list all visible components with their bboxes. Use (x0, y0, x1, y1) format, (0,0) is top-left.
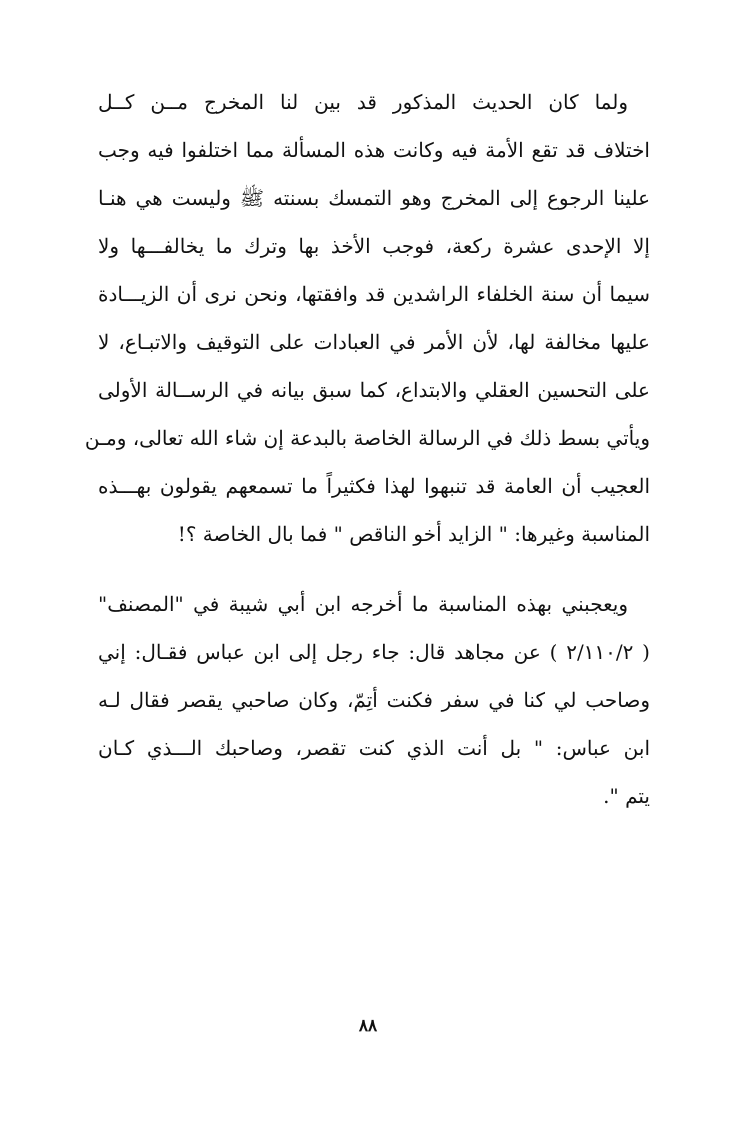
paragraph-2 (98, 580, 650, 820)
text-line: على التحسين العقلي والابتداع، كما سبق بيانه في الرســالة الأولى (98, 378, 650, 402)
text-line: إلا الإحدى عشرة ركعة، فوجب الأخذ بها وترك ما يخالفـــها ولا (98, 234, 650, 258)
text-line: ابن عباس: " بل أنت الذي كنت تقصر، وصاحبك الـــذي كـان (98, 736, 650, 760)
text-line: ويأتي بسط ذلك في الرسالة الخاصة بالبدعة إن شاء الله تعالى، ومـن (84, 426, 650, 450)
text-line: سيما أن سنة الخلفاء الراشدين قد وافقتها، ونحن نرى أن الزيـــادة (98, 282, 650, 306)
text-line: علينا الرجوع إلى المخرج وهو التمسك بسنته ﷺ وليست هي هنـا (98, 186, 651, 210)
text-line: ولما كان الحديث المذكور قد بين لنا المخرج مــن كــل (98, 90, 628, 114)
text-line: اختلاف قد تقع الأمة فيه وكانت هذه المسألة مما اختلفوا فيه وجب (98, 138, 650, 162)
text-line: يتم ". (603, 784, 650, 808)
paragraph-1 (84, 78, 651, 558)
text-line: عليها مخالفة لها، لأن الأمر في العبادات على التوقيف والاتبـاع، لا (98, 330, 650, 354)
text-line: ( ٢/١١٠/٢ ) عن مجاهد قال: جاء رجل إلى ابن عباس فقـال: إني (98, 640, 650, 664)
page-number: ٨٨ (358, 1016, 378, 1036)
text-line: العجيب أن العامة قد تنبهوا لهذا فكثيراً ما تسمعهم يقولون بهـــذه (98, 474, 651, 498)
text-line: وصاحب لي كنا في سفر فكنت أتِمّ، وكان صاحبي يقصر فقال لـه (98, 688, 650, 712)
text-line: المناسبة وغيرها: " الزايد أخو الناقص " فما بال الخاصة ؟! (177, 522, 650, 546)
text-line: ويعجبني بهذه المناسبة ما أخرجه ابن أبي شيبة في "المصنف" (98, 592, 628, 616)
